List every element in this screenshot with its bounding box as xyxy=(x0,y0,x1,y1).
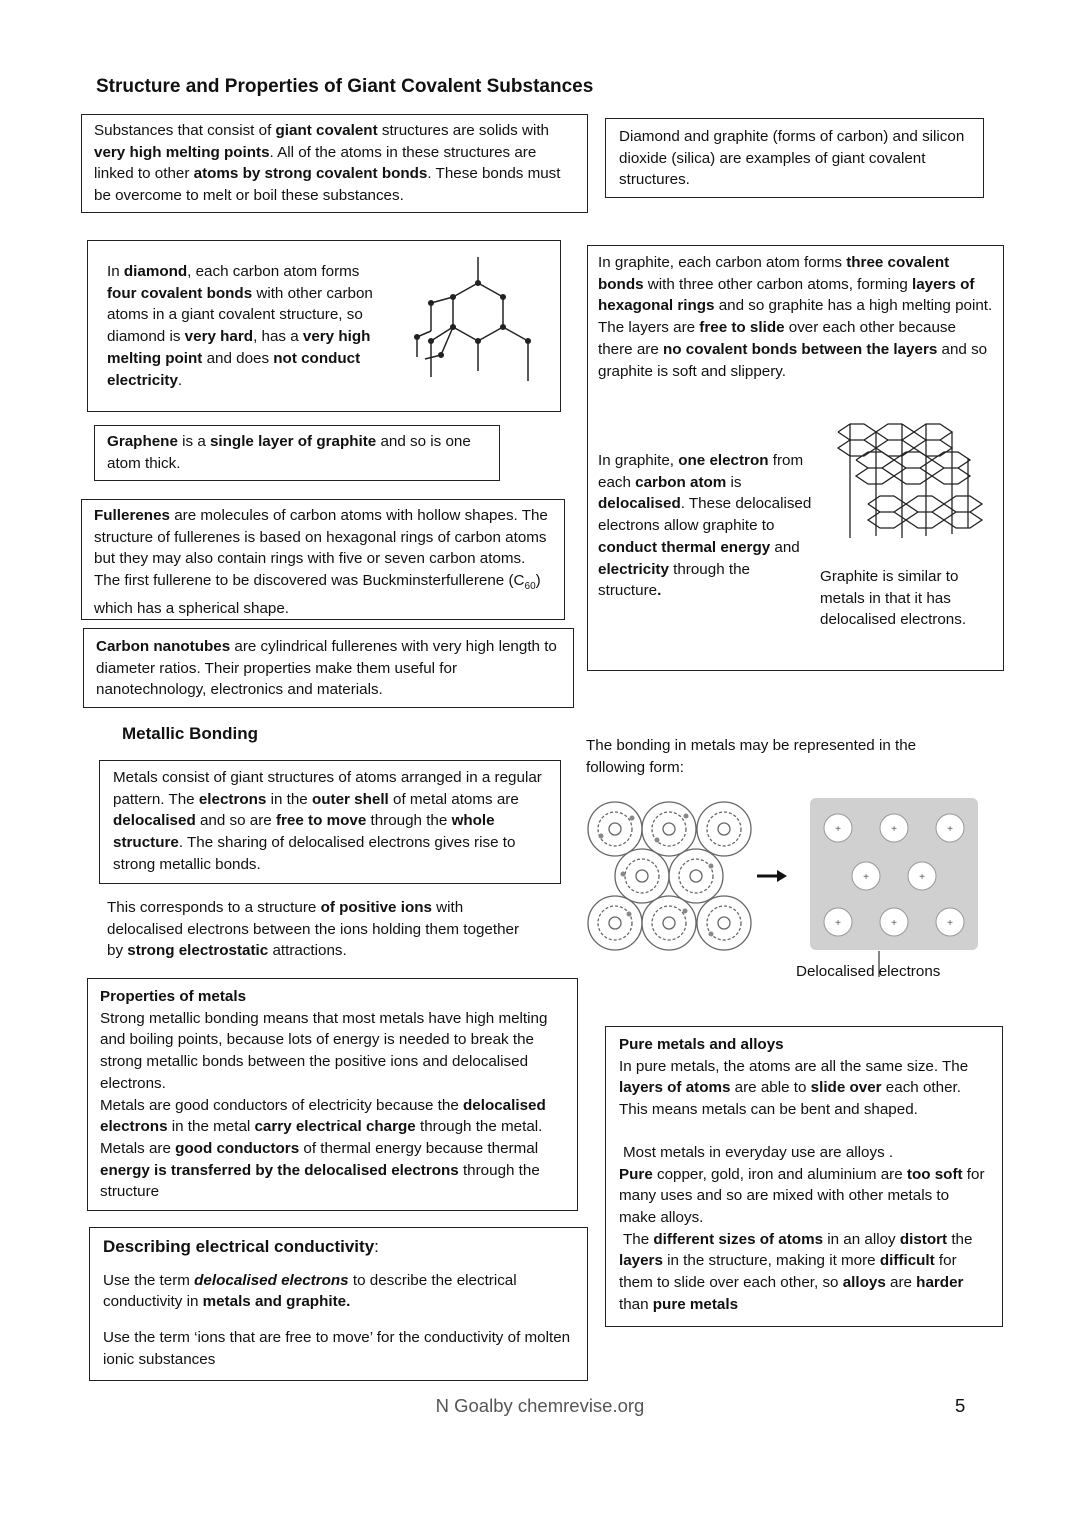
text: . These delocalised electrons allow graphite to xyxy=(598,495,812,535)
text: the xyxy=(947,1230,973,1248)
text: Most metals in everyday use are alloys . xyxy=(623,1143,894,1161)
bold-text: very hard xyxy=(184,328,254,346)
properties-of-metals-box xyxy=(87,978,578,1211)
text: and so graphite has a high melting point. xyxy=(714,297,993,315)
bold-text: delocalised xyxy=(598,495,681,513)
bold-text: three covalent bonds xyxy=(598,254,950,293)
text: Substances that consist of xyxy=(94,122,276,139)
bold-text: alloys xyxy=(842,1274,886,1292)
svg-text:+: + xyxy=(919,872,925,883)
text: attractions. xyxy=(268,942,347,960)
svg-text:+: + xyxy=(947,918,953,929)
text: than xyxy=(619,1295,653,1313)
bold-text: layers of atoms xyxy=(619,1079,731,1097)
text: of metal atoms are xyxy=(388,790,519,808)
graphite-similar-note: Graphite is similar to metals in that it has delocalised electrons. xyxy=(820,568,967,629)
bold-text: carbon atom xyxy=(635,473,727,491)
examples-box xyxy=(605,118,984,198)
text: is xyxy=(726,473,742,491)
bold-text: one electron xyxy=(678,452,769,469)
metal-atoms-diagram xyxy=(585,796,757,956)
graphite-structure-box xyxy=(587,245,1004,671)
bold-text: layers xyxy=(619,1252,663,1270)
bold-text: four covalent bonds xyxy=(107,284,253,302)
text: Metals consist of giant structures of atoms arranged in a regular pattern. The xyxy=(113,769,542,808)
bold-text: diamond xyxy=(123,263,188,280)
text: copper, gold, iron and aluminium are xyxy=(652,1165,907,1183)
arrow-icon xyxy=(755,868,789,884)
text: through the metal. Metals are xyxy=(100,1118,543,1157)
bold-text: layers of hexagonal rings xyxy=(598,275,975,315)
delocalised-electrons-label: Delocalised electrons xyxy=(796,963,941,980)
page-title: Structure and Properties of Giant Covalent Substances xyxy=(96,76,594,97)
text: , has a xyxy=(253,328,303,346)
bold-text: of positive ions xyxy=(320,899,432,916)
text: from each xyxy=(598,452,804,491)
text: Metals are good conductors of electricity because the xyxy=(100,1096,464,1114)
text: Diamond and graphite (forms of carbon) and silicon dioxide (silica) are examples of giant covalent structures. xyxy=(619,128,965,189)
bold-text: carry electrical charge xyxy=(254,1118,416,1136)
svg-text:+: + xyxy=(891,824,897,835)
electrical-conductivity-box xyxy=(89,1227,588,1381)
text: In pure metals, the atoms are all the same size. The xyxy=(619,1057,969,1075)
delocalised-electrons-diagram xyxy=(810,798,978,950)
text: are xyxy=(885,1274,917,1292)
text: in an alloy xyxy=(823,1230,900,1248)
text: through the xyxy=(366,812,452,830)
svg-text:+: + xyxy=(947,824,953,835)
text: : xyxy=(374,1237,379,1256)
text: . These bonds must be overcome to melt or boil these substances. xyxy=(94,165,561,205)
text: with delocalised electrons between the ions holding them together by xyxy=(107,899,520,960)
text: The xyxy=(623,1230,654,1248)
text: . xyxy=(177,371,183,389)
text: are cylindrical fullerenes with very high length to diameter ratios. Their properties make them useful for nanotechnology, electronics and materials. xyxy=(96,638,557,699)
text: with other carbon atoms in a giant covalent structure, so diamond is xyxy=(107,284,373,346)
svg-text:+: + xyxy=(835,824,841,835)
text: with three other carbon atoms, forming xyxy=(643,275,912,293)
bold-text: no covalent bonds between the layers xyxy=(663,340,938,358)
text: and so graphite is soft and slippery. xyxy=(598,340,988,380)
text: and so is one atom thick. xyxy=(107,433,471,472)
svg-text:+: + xyxy=(891,918,897,929)
text: of thermal energy because thermal xyxy=(299,1139,539,1157)
bold-text: energy is transferred by the delocalised electrons xyxy=(100,1161,459,1179)
footer: N Goalby chemrevise.org xyxy=(435,1395,645,1416)
text: In xyxy=(107,263,124,280)
text: are able to xyxy=(730,1079,811,1097)
bold-text: giant covalent xyxy=(275,122,378,139)
text: Use the term xyxy=(103,1271,195,1289)
text: for many uses and so are mixed with other metals to make alloys. xyxy=(619,1165,985,1226)
bold-text: metals and graphite. xyxy=(202,1293,351,1311)
metallic-bonding-heading: Metallic Bonding xyxy=(122,724,258,743)
text: Use the term ‘ions that are free to move’ for the conductivity of molten ionic substances xyxy=(103,1329,571,1368)
bold-text: very high melting point xyxy=(107,328,371,367)
giant-covalent-box xyxy=(81,114,588,213)
fullerenes-box xyxy=(81,499,565,620)
bold-text: Carbon nanotubes xyxy=(96,638,231,655)
diamond-box xyxy=(87,240,561,412)
text: This corresponds to a structure xyxy=(107,899,321,916)
nanotubes-box xyxy=(83,628,574,708)
bold-text: difficult xyxy=(879,1252,935,1270)
text: over each other because there are xyxy=(598,319,956,358)
bold-text: good conductors xyxy=(175,1139,300,1157)
text: The layers are xyxy=(598,319,700,337)
text: in the metal xyxy=(167,1118,255,1136)
text: structures are solids with xyxy=(377,122,549,139)
bold-text: strong electrostatic xyxy=(127,942,269,960)
bold-text: different sizes of atoms xyxy=(653,1230,824,1248)
bold-text: delocalised electrons xyxy=(194,1271,349,1289)
bold-text: . xyxy=(657,582,662,600)
diamond-structure-diagram xyxy=(411,253,546,393)
properties-heading: Properties of metals xyxy=(100,988,247,1005)
text: through the structure xyxy=(100,1161,540,1201)
svg-text:+: + xyxy=(835,918,841,929)
graphene-box xyxy=(94,425,500,481)
text: , each carbon atom forms xyxy=(187,263,360,280)
bold-text: single layer of graphite xyxy=(209,433,377,450)
bold-text: Pure xyxy=(619,1165,653,1183)
text: are molecules of carbon atoms with hollow shapes. The structure of fullerenes is based on hexagonal rings of carbon atoms but they may also contain rings with five or seven carbon atoms. The first fullerene to be discovered was Buckminsterfullerene (C xyxy=(94,507,548,590)
text: . The sharing of delocalised electrons gives rise to strong metallic bonds. xyxy=(113,834,516,873)
alloys-box xyxy=(605,1026,1003,1327)
bold-text: harder xyxy=(916,1274,964,1292)
alloys-heading: Pure metals and alloys xyxy=(619,1036,784,1053)
subscript: 60 xyxy=(524,581,536,593)
bold-text: pure metals xyxy=(652,1295,739,1313)
text: for them to slide over each other, so xyxy=(619,1252,957,1292)
text: each other. This means metals can be bent and shaped. xyxy=(619,1079,961,1119)
text: and does xyxy=(202,349,274,367)
bold-text: whole structure xyxy=(113,812,495,852)
bold-text: distort xyxy=(899,1230,948,1248)
metals-representation-text: The bonding in metals may be represented in the following form: xyxy=(586,737,917,776)
bold-text: Graphene xyxy=(107,433,178,450)
text: in the structure, making it more xyxy=(662,1252,880,1270)
bold-text: delocalised xyxy=(113,812,196,830)
text: . All of the atoms in these structures are linked to other xyxy=(94,143,537,183)
bold-text: free to slide xyxy=(699,319,785,337)
text: is a xyxy=(177,433,210,450)
conductivity-heading: Describing electrical conductivity xyxy=(103,1237,375,1256)
bold-text: outer shell xyxy=(311,790,389,808)
text: Strong metallic bonding means that most metals have high melting and boiling points, because lots of energy is needed to break the strong metallic bonds between the positive ions and delocalised electrons. xyxy=(100,1009,548,1092)
positive-ions-text xyxy=(107,897,537,962)
bold-text: very high melting points xyxy=(94,143,270,161)
metals-intro-box xyxy=(99,760,561,884)
text: ) which has a spherical shape. xyxy=(94,572,541,617)
text: through the structure xyxy=(598,560,750,600)
bold-text: electricity xyxy=(598,560,669,578)
svg-text:+: + xyxy=(863,872,869,883)
graphite-layers-diagram xyxy=(828,418,998,548)
text: In graphite, each carbon atom forms xyxy=(598,254,847,271)
bold-text: too soft xyxy=(906,1165,963,1183)
bold-text: electrons xyxy=(198,790,267,808)
text: and xyxy=(770,538,800,556)
page-number: 5 xyxy=(955,1395,966,1416)
text: to describe the electrical conductivity in xyxy=(103,1271,517,1311)
text: and so are xyxy=(195,812,276,830)
bold-text: not conduct electricity xyxy=(107,349,361,389)
text: In graphite, xyxy=(598,452,679,469)
bold-text: delocalised electrons xyxy=(100,1096,546,1136)
bold-text: Fullerenes xyxy=(94,507,170,524)
bold-text: free to move xyxy=(275,812,367,830)
bold-text: conduct thermal energy xyxy=(598,538,771,556)
text: in the xyxy=(266,790,312,808)
bold-text: atoms by strong covalent bonds xyxy=(193,165,428,183)
bold-text: slide over xyxy=(810,1079,882,1097)
